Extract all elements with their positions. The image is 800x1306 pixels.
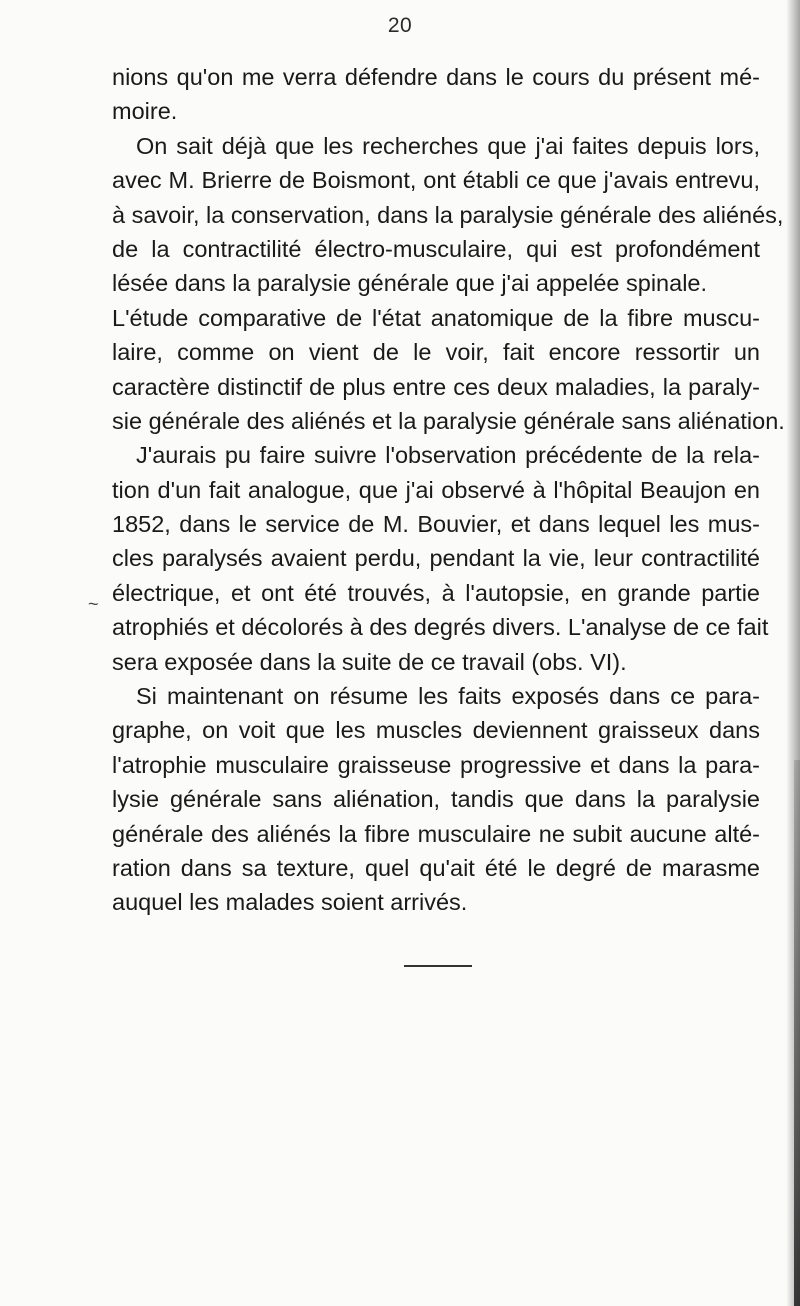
text-line: avec M. Brierre de Boismont, ont établi ce que j'avais entrevu, <box>112 167 760 194</box>
text-line: sie générale des aliénés et la paralysie générale sans aliénation. <box>112 407 785 434</box>
text-line: générale des aliénés la fibre musculaire ne subit aucune alté- <box>112 820 760 847</box>
section-divider <box>404 965 472 967</box>
text-line: cles paralysés avaient perdu, pendant la vie, leur contractilité <box>112 545 760 572</box>
text-line: auquel les malades soient arrivés. <box>112 889 468 916</box>
text-line: ration dans sa texture, quel qu'ait été le degré de marasme <box>112 854 760 881</box>
text-line: laire, comme on vient de le voir, fait encore ressortir un <box>112 339 760 366</box>
text-line: lésée dans la paralysie générale que j'ai appelée spinale. <box>112 270 708 297</box>
text-line: 1852, dans le service de M. Bouvier, et dans lequel les mus- <box>112 511 760 538</box>
paragraph-start-line: J'aurais pu faire suivre l'observation précédente de la rela- <box>136 442 760 469</box>
paragraph-start-line: On sait déjà que les recherches que j'ai faites depuis lors, <box>136 132 760 159</box>
text-line: graphe, on voit que les muscles deviennent graisseux dans <box>112 717 760 744</box>
page-number: 20 <box>387 14 413 37</box>
text-line: lysie générale sans aliénation, tandis que dans la paralysie <box>112 786 760 813</box>
paragraph-start-line: Si maintenant on résume les faits exposés dans ce para- <box>136 683 760 710</box>
text-line: électrique, et ont été trouvés, à l'autopsie, en grande partie <box>112 579 760 606</box>
text-line: sera exposée dans la suite de ce travail (obs. VI). <box>112 648 627 675</box>
text-line: moire. <box>112 98 178 125</box>
text-line: tion d'un fait analogue, que j'ai observé à l'hôpital Beaujon en <box>112 476 760 503</box>
margin-mark: ~ <box>88 594 99 614</box>
text-line: à savoir, la conservation, dans la paralysie générale des aliénés, <box>112 201 784 228</box>
page-edge-shadow-dark <box>794 760 800 1306</box>
text-line: nions qu'on me verra défendre dans le cours du présent mé- <box>112 64 760 90</box>
text-line: de la contractilité électro-musculaire, qui est profondément <box>112 235 760 262</box>
body-text <box>112 60 785 920</box>
text-line: l'atrophie musculaire graisseuse progressive et dans la para- <box>112 751 760 778</box>
text-line: caractère distinctif de plus entre ces deux maladies, la paraly- <box>112 373 760 400</box>
text-line: atrophiés et décolorés à des degrés divers. L'analyse de ce fait <box>112 614 769 641</box>
text-line: L'étude comparative de l'état anatomique de la fibre muscu- <box>112 304 760 331</box>
